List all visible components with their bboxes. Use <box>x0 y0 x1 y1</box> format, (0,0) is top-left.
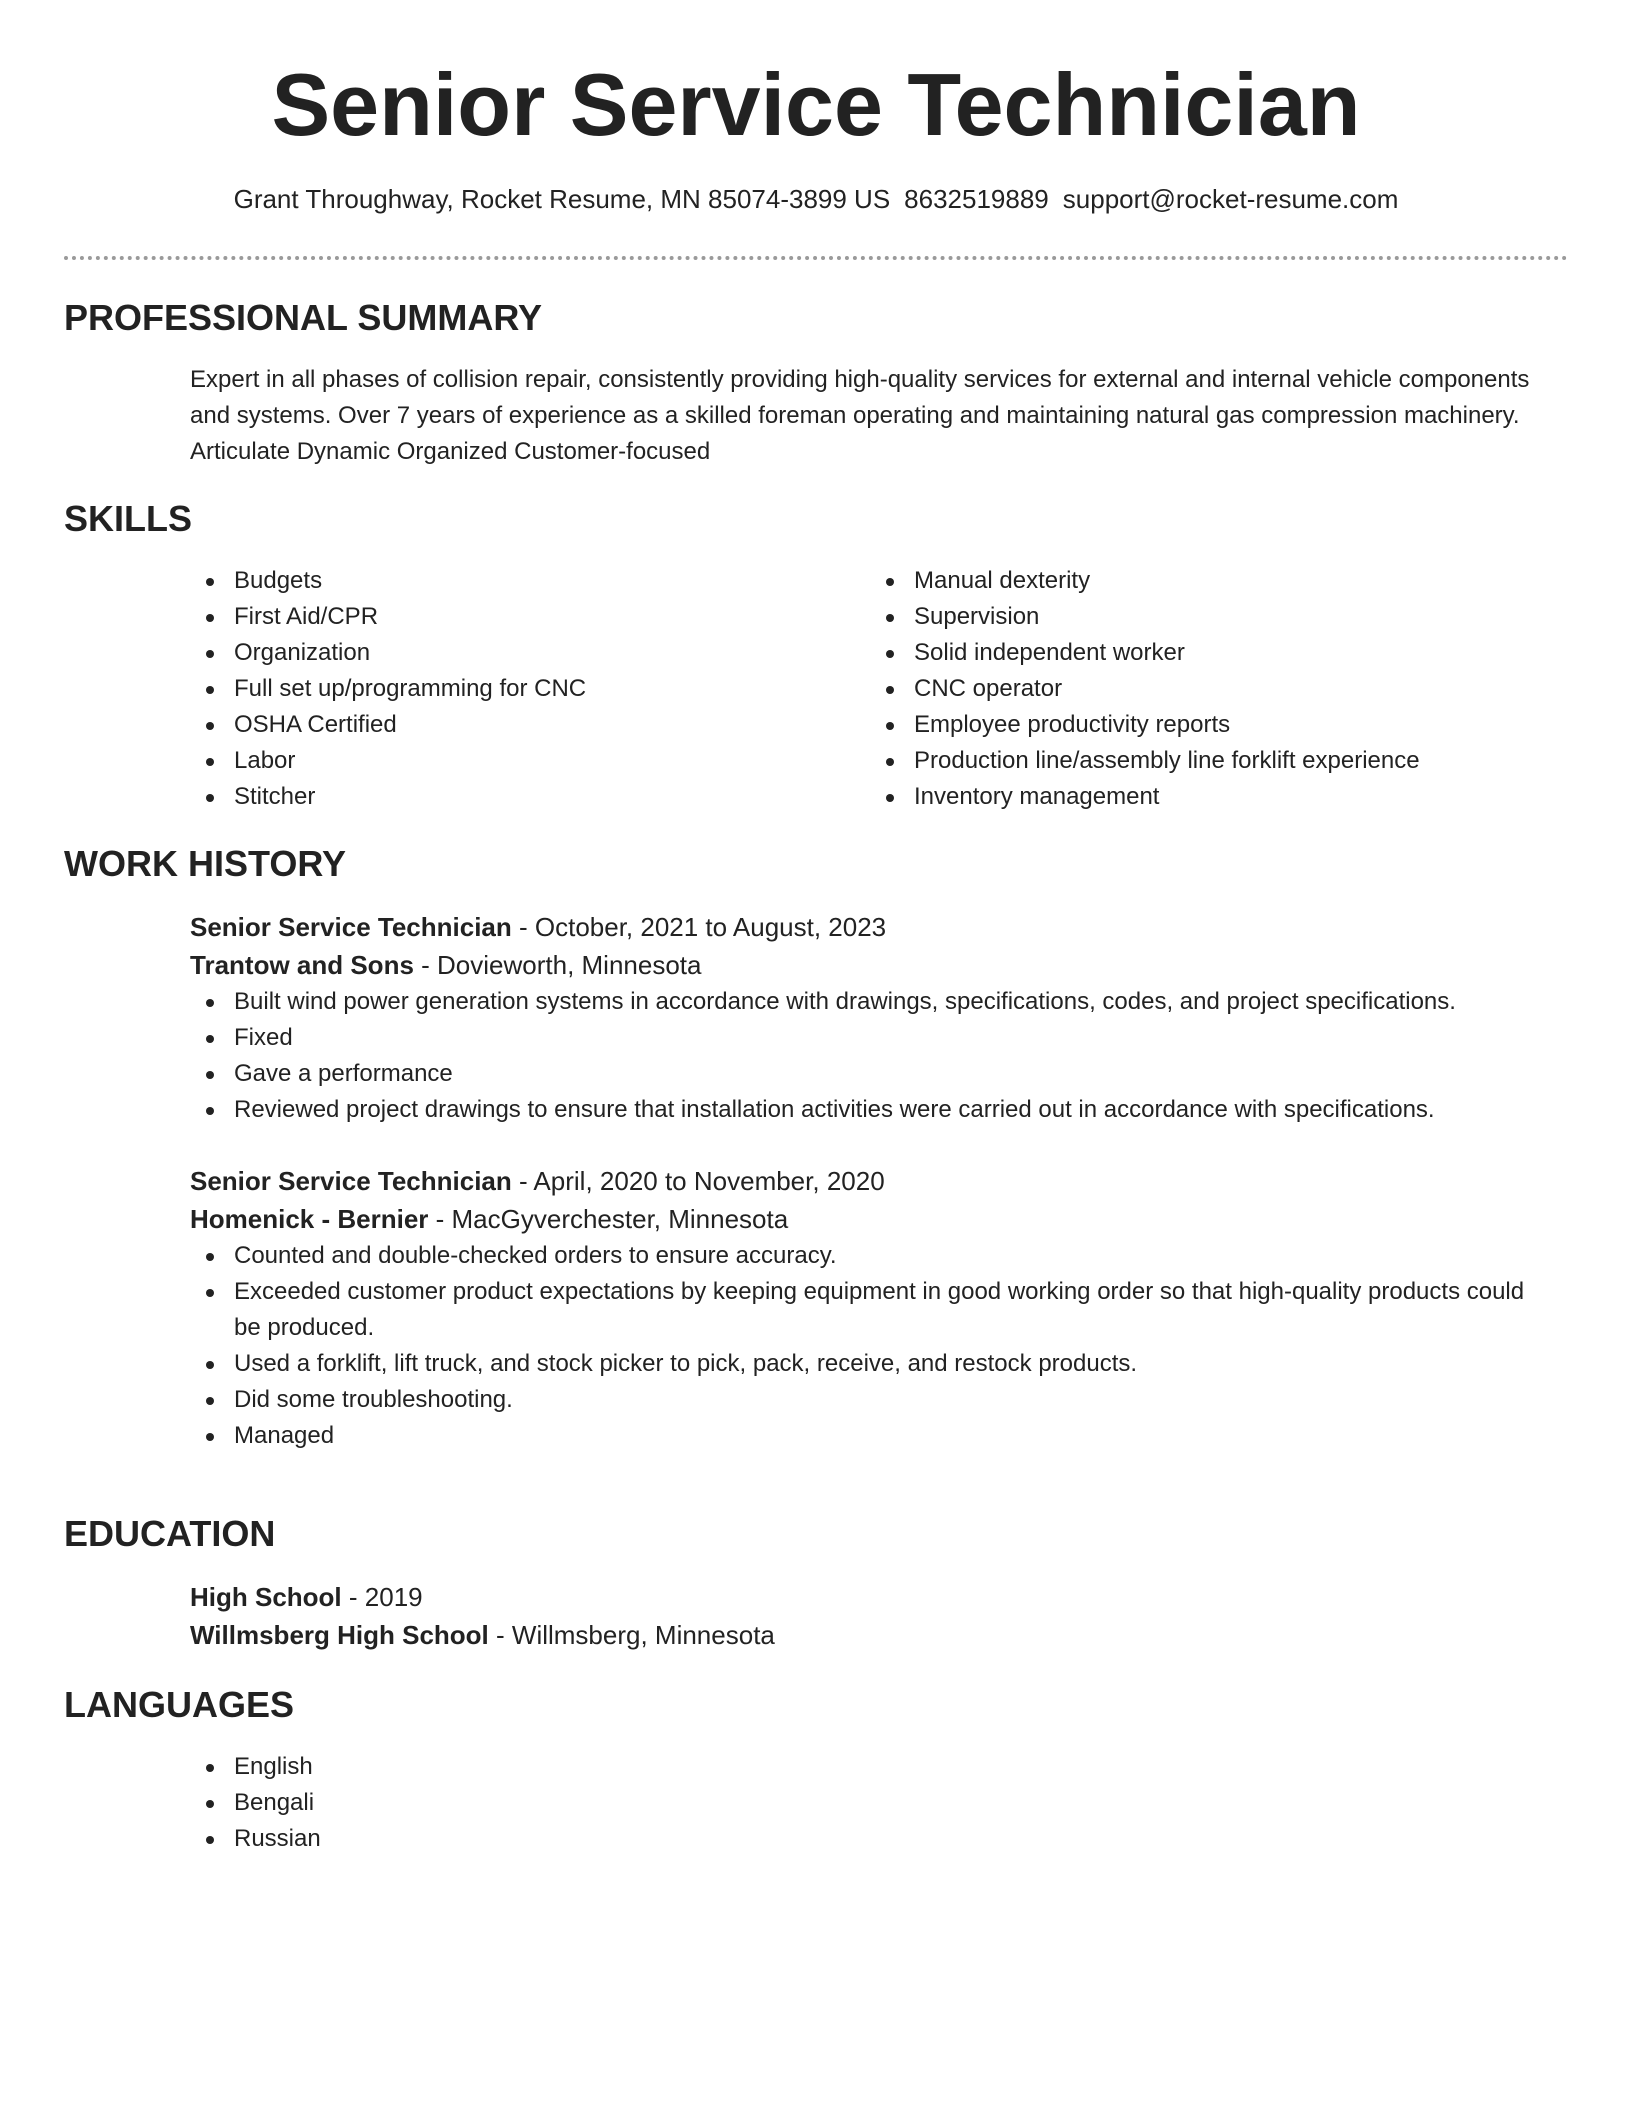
education-entry <box>190 1578 1568 1654</box>
skills-list-left <box>190 563 870 815</box>
header-divider <box>64 256 1568 260</box>
skill-item: OSHA Certified <box>190 707 870 743</box>
job-bullet: Counted and double-checked orders to ensure accuracy. <box>190 1238 1530 1274</box>
job-bullet: Used a forklift, lift truck, and stock picker to pick, pack, receive, and restock products. <box>190 1346 1530 1382</box>
job-bullet: Built wind power generation systems in accordance with drawings, specifications, codes, and project specifications. <box>190 984 1568 1020</box>
skills-grid <box>190 563 1568 815</box>
job-bullet: Managed <box>190 1418 1530 1454</box>
skills-list-right <box>870 563 1550 815</box>
bullet-dot <box>206 1071 214 1079</box>
skill-item: Production line/assembly line forklift experience <box>870 743 1550 779</box>
summary-heading: PROFESSIONAL SUMMARY <box>64 297 543 338</box>
languages-list <box>190 1749 1568 1857</box>
skill-item: Stitcher <box>190 779 870 815</box>
bullet-dot <box>206 1289 214 1297</box>
skill-item: Budgets <box>190 563 870 599</box>
bullet-dot <box>206 1764 214 1772</box>
bullet-dot <box>206 1836 214 1844</box>
bullet-dot <box>206 614 214 622</box>
education-school-line <box>190 1616 1568 1654</box>
job-company: Trantow and Sons <box>190 950 414 980</box>
bullet-dot <box>206 1253 214 1261</box>
skill-item: Manual dexterity <box>870 563 1550 599</box>
job-bullet: Gave a performance <box>190 1056 1568 1092</box>
bullet-dot <box>206 722 214 730</box>
contact-line <box>64 182 1568 216</box>
bullet-dot <box>886 614 894 622</box>
job-company-line <box>190 1200 1568 1238</box>
bullet-dot <box>886 578 894 586</box>
skill-item: Employee productivity reports <box>870 707 1550 743</box>
job-role-line <box>190 908 1568 946</box>
job-entry <box>190 1162 1568 1238</box>
job-bullets <box>190 984 1568 1128</box>
bullet-dot <box>886 758 894 766</box>
bullet-dot <box>886 686 894 694</box>
job-entry <box>190 908 1568 984</box>
bullet-dot <box>206 999 214 1007</box>
language-item: Russian <box>190 1821 1568 1857</box>
summary-text: Expert in all phases of collision repair, consistently providing high-quality services for external and internal vehicle components and systems. Over 7 years of experience as a skilled foreman operating and maintaining natural gas compression machinery. Articulate Dynamic Organized Customer-focused <box>190 366 1530 465</box>
skills-heading: SKILLS <box>64 498 193 539</box>
job-bullet: Exceeded customer product expectations by keeping equipment in good working order so that high-quality products could be produced. <box>190 1274 1530 1346</box>
education-degree-line <box>190 1578 1568 1616</box>
skill-item: Organization <box>190 635 870 671</box>
bullet-dot <box>206 758 214 766</box>
job-location: - MacGyverchester, Minnesota <box>428 1204 789 1234</box>
language-item: English <box>190 1749 1568 1785</box>
bullet-dot <box>206 1361 214 1369</box>
work-history-heading: WORK HISTORY <box>64 843 347 884</box>
job-company: Homenick - Bernier <box>190 1204 429 1234</box>
bullet-dot <box>206 1107 214 1115</box>
contact-phone: 8632519889 <box>904 184 1049 214</box>
job-bullet: Did some troubleshooting. <box>190 1382 1530 1418</box>
job-dates: - October, 2021 to August, 2023 <box>511 912 887 942</box>
education-location: - Willmsberg, Minnesota <box>488 1620 775 1650</box>
skills-section <box>64 497 1568 815</box>
job-bullet: Reviewed project drawings to ensure that installation activities were carried out in accordance with specifications. <box>190 1092 1568 1128</box>
job-role: Senior Service Technician <box>190 1166 512 1196</box>
bullet-dot <box>206 794 214 802</box>
skill-item: Labor <box>190 743 870 779</box>
job-dates: - April, 2020 to November, 2020 <box>511 1166 885 1196</box>
education-section <box>64 1512 1568 1654</box>
skill-item: First Aid/CPR <box>190 599 870 635</box>
bullet-dot <box>206 1035 214 1043</box>
bullet-dot <box>206 1397 214 1405</box>
education-school: Willmsberg High School <box>190 1620 489 1650</box>
skill-item: Full set up/programming for CNC <box>190 671 870 707</box>
skill-item: Supervision <box>870 599 1550 635</box>
resume-title: Senior Service Technician <box>271 55 1361 154</box>
bullet-dot <box>206 1800 214 1808</box>
education-degree: High School <box>190 1582 342 1612</box>
languages-heading: LANGUAGES <box>64 1684 295 1725</box>
job-bullets <box>190 1238 1530 1454</box>
bullet-dot <box>886 650 894 658</box>
bullet-dot <box>886 794 894 802</box>
language-item: Bengali <box>190 1785 1568 1821</box>
contact-address: Grant Throughway, Rocket Resume, MN 85074-3899 US <box>233 184 891 214</box>
bullet-dot <box>206 578 214 586</box>
job-role-line <box>190 1162 1568 1200</box>
education-year: - 2019 <box>341 1582 423 1612</box>
skill-item: Inventory management <box>870 779 1550 815</box>
education-heading: EDUCATION <box>64 1513 276 1554</box>
languages-section <box>64 1683 1568 1857</box>
work-history-section <box>64 842 1568 1454</box>
bullet-dot <box>886 722 894 730</box>
bullet-dot <box>206 650 214 658</box>
job-bullet: Fixed <box>190 1020 1568 1056</box>
bullet-dot <box>206 1433 214 1441</box>
skill-item: CNC operator <box>870 671 1550 707</box>
contact-email: support@rocket-resume.com <box>1062 184 1399 214</box>
job-location: - Dovieworth, Minnesota <box>413 950 702 980</box>
bullet-dot <box>206 686 214 694</box>
summary-section <box>64 296 1568 470</box>
skill-item: Solid independent worker <box>870 635 1550 671</box>
job-role: Senior Service Technician <box>190 912 512 942</box>
job-company-line <box>190 946 1568 984</box>
